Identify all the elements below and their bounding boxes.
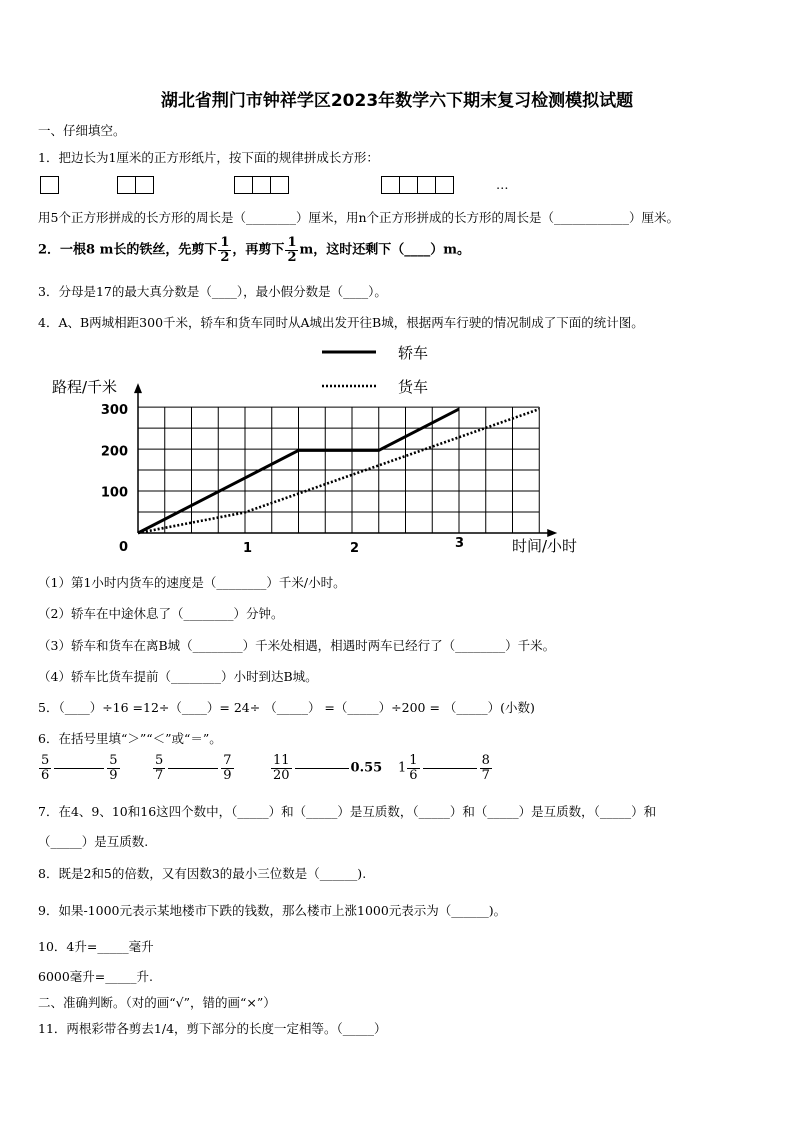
question-4-sub-3: （3）轿车和货车在离B城（________）千米处相遇，相遇时两车已经行了（________）千米。	[38, 638, 556, 653]
compare-item-4: 1 $\frac{1}{6}$ $\frac{8}{7}$	[398, 753, 490, 783]
question-3: 3．分母是17的最大真分数是（____），最小假分数是（____）。	[38, 284, 387, 299]
y-tick-label: 300	[100, 403, 128, 419]
x-axis-label: 时间/小时	[512, 537, 578, 555]
legend-label-truck: 货车	[398, 378, 429, 396]
question-5: 5．（____）÷16 =12÷（____）= 24÷ （_____） =（_____）÷200 = （_____）(小数)	[38, 700, 535, 715]
distance-time-chart	[0, 335, 794, 565]
square-row-4	[381, 176, 454, 194]
section-2-heading: 二、准确判断。（对的画“√”，错的画“×”）	[38, 995, 276, 1010]
question-2-unit: m，这时还剩下（____）m。	[299, 242, 470, 258]
y-axis-arrow	[134, 383, 142, 393]
compare-item-2: $\frac{5}{7}$ $\frac{7}{9}$	[155, 753, 232, 783]
question-4-sub-1: （1）第1小时内货车的速度是（________）千米/小时。	[38, 575, 346, 590]
x-tick-label: 1	[243, 541, 253, 556]
question-11: 11．两根彩带各剪去1/4，剪下部分的长度一定相等。（_____）	[38, 1021, 387, 1036]
question-2	[38, 236, 470, 264]
x-tick-label: 3	[455, 536, 465, 551]
y-tick-label: 100	[100, 485, 128, 501]
compare-item-3: $\frac{11}{20}$ 0.55	[273, 753, 383, 783]
line-chart-svg	[0, 335, 794, 565]
question-10-b: 6000毫升=_____升.	[38, 969, 154, 984]
question-2-pre: 2．一根8 m长的铁丝，先剪下	[38, 242, 218, 258]
question-8: 8．既是2和5的倍数，又有因数3的最小三位数是（______).	[38, 866, 367, 881]
question-9: 9．如果-1000元表示某地楼市下跌的钱数，那么楼市上涨1000元表示为（______)。	[38, 903, 507, 918]
question-1-answer: 用5个正方形拼成的长方形的周长是（________）厘米，用n个正方形拼成的长方形的周长是（____________）厘米。	[38, 210, 680, 225]
question-4-sub-2: （2）轿车在中途休息了（________）分钟。	[38, 606, 284, 621]
question-4-text: 4．A、B两城相距300千米，轿车和货车同时从A城出发开往B城，根据两车行驶的情况制成了下面的统计图。	[38, 315, 644, 330]
square-row-3	[234, 176, 289, 194]
y-tick-label: 200	[100, 444, 128, 460]
question-10-a: 10．4升=_____毫升	[38, 939, 154, 954]
square-row-1	[40, 176, 59, 194]
legend-label-car: 轿车	[398, 344, 429, 362]
fraction-half-2: $\frac{1}{2}$	[287, 235, 297, 265]
question-7-line-1: 7．在4、9、10和16这四个数中，（_____）和（_____）是互质数，（_____）和（_____）是互质数，（_____）和	[38, 804, 657, 819]
question-6-text: 6．在括号里填“＞”“＜”或“＝”。	[38, 731, 222, 746]
compare-item-1: $\frac{5}{6}$ $\frac{5}{9}$	[41, 753, 118, 783]
y-axis-label: 路程/千米	[52, 378, 118, 396]
page-title: 湖北省荆门市钟祥学区2023年数学六下期末复习检测模拟试题	[160, 91, 634, 111]
question-7-line-2: （_____）是互质数.	[38, 834, 149, 849]
x-axis-arrow	[547, 529, 557, 537]
square-row-2	[117, 176, 154, 194]
question-4-sub-4: （4）轿车比货车提前（________）小时到达B城。	[38, 669, 318, 684]
question-2-mid: ，再剪下	[232, 242, 285, 258]
ellipsis: …	[496, 177, 509, 192]
x-tick-label: 2	[350, 541, 360, 556]
section-1-heading: 一、仔细填空。	[38, 123, 126, 138]
question-1-text: 1．把边长为1厘米的正方形纸片，按下面的规律拼成长方形：	[38, 150, 379, 165]
origin-label: 0	[119, 540, 129, 555]
fraction-half-1: $\frac{1}{2}$	[220, 235, 230, 265]
